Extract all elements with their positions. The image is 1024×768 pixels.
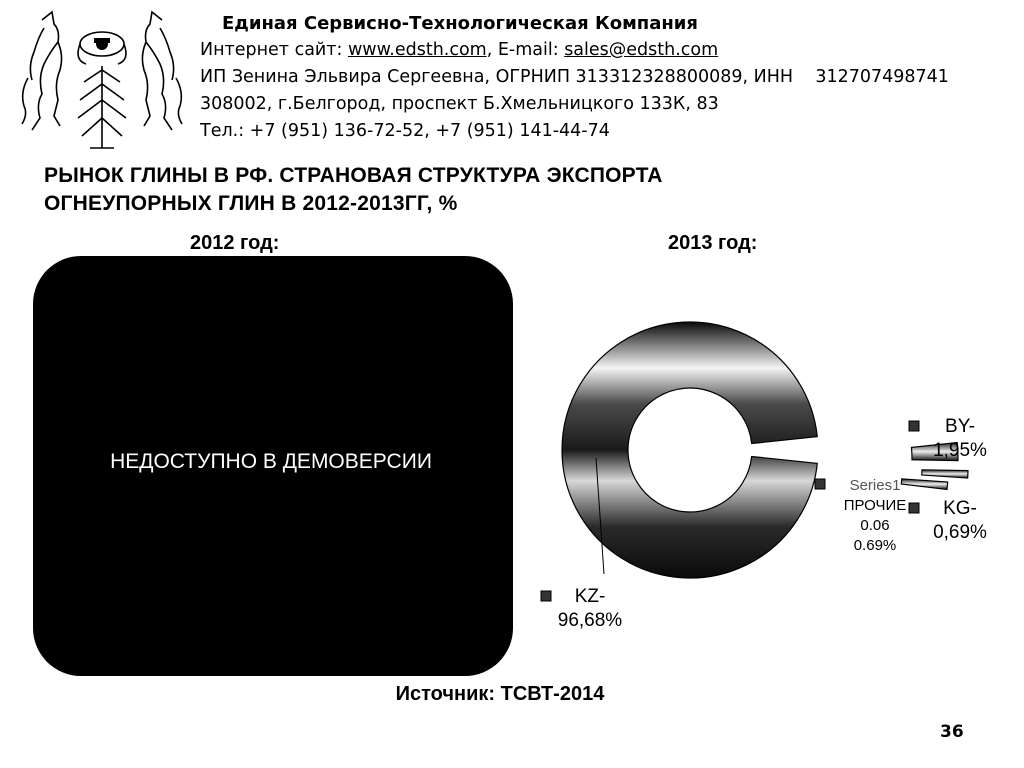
slice-label-kg-line-2: 0,69% xyxy=(933,522,987,543)
slice-label-other-line-2: ПРОЧИЕ xyxy=(843,497,907,514)
legend-marker-other xyxy=(815,479,825,489)
phone-line: Тел.: +7 (951) 136-72-52, +7 (951) 141-44-74 xyxy=(200,121,610,141)
contacts-line xyxy=(200,37,1000,64)
slice-label-other-line-1: Series1 xyxy=(849,477,901,494)
slide-title xyxy=(44,162,944,218)
donut-chart-2013 xyxy=(520,300,1020,660)
slide-title-line-1: РЫНОК ГЛИНЫ В РФ. СТРАНОВАЯ СТРУКТУРА ЭКСПОРТА xyxy=(44,164,663,187)
owner-line: ИП Зенина Эльвира Сергеевна, ОГРНИП 313312328800089, ИНН 312707498741 xyxy=(200,67,949,87)
address-line: 308002, г.Белгород, проспект Б.Хмельницкого 133К, 83 xyxy=(200,94,719,114)
legend-marker-kg xyxy=(909,503,919,513)
legend-marker-kz xyxy=(541,591,551,601)
page-number: 36 xyxy=(940,722,964,742)
donut-slice-other xyxy=(901,479,947,489)
email-link[interactable]: sales@edsth.com xyxy=(564,40,719,60)
company-name: Единая Сервисно-Технологическая Компания xyxy=(222,13,698,34)
email-prefix: , E-mail: xyxy=(486,40,565,60)
donut-slice-kg xyxy=(922,470,968,478)
company-crest-logo xyxy=(14,8,190,158)
slice-label-kz-line-1: KZ- xyxy=(574,586,606,607)
slice-label-kg-line-1: KG- xyxy=(943,498,977,519)
slice-label-by-line-1: BY- xyxy=(945,416,975,437)
year-2013-label: 2013 год: xyxy=(668,232,758,254)
slide-title-line-2: ОГНЕУПОРНЫХ ГЛИН В 2012-2013ГГ, % xyxy=(44,192,458,215)
slice-label-kz-line-2: 96,68% xyxy=(557,610,623,631)
year-2012-label: 2012 год: xyxy=(190,232,280,254)
source-note: Источник: ТСВТ-2014 xyxy=(395,683,605,705)
slice-label-other-line-3: 0.06 xyxy=(860,517,890,534)
donut-slice-kz xyxy=(562,322,817,578)
legend-marker-by xyxy=(909,421,919,431)
slice-label-other-line-4: 0.69% xyxy=(853,537,897,554)
demo-placeholder-box xyxy=(33,256,513,676)
site-prefix: Интернет сайт: xyxy=(200,40,348,60)
website-link[interactable]: www.edsth.com xyxy=(347,40,487,60)
slice-label-by-line-2: 1,95% xyxy=(933,440,987,461)
demo-placeholder-text: НЕДОСТУПНО В ДЕМОВЕРСИИ xyxy=(110,450,432,473)
company-info xyxy=(200,10,1000,145)
